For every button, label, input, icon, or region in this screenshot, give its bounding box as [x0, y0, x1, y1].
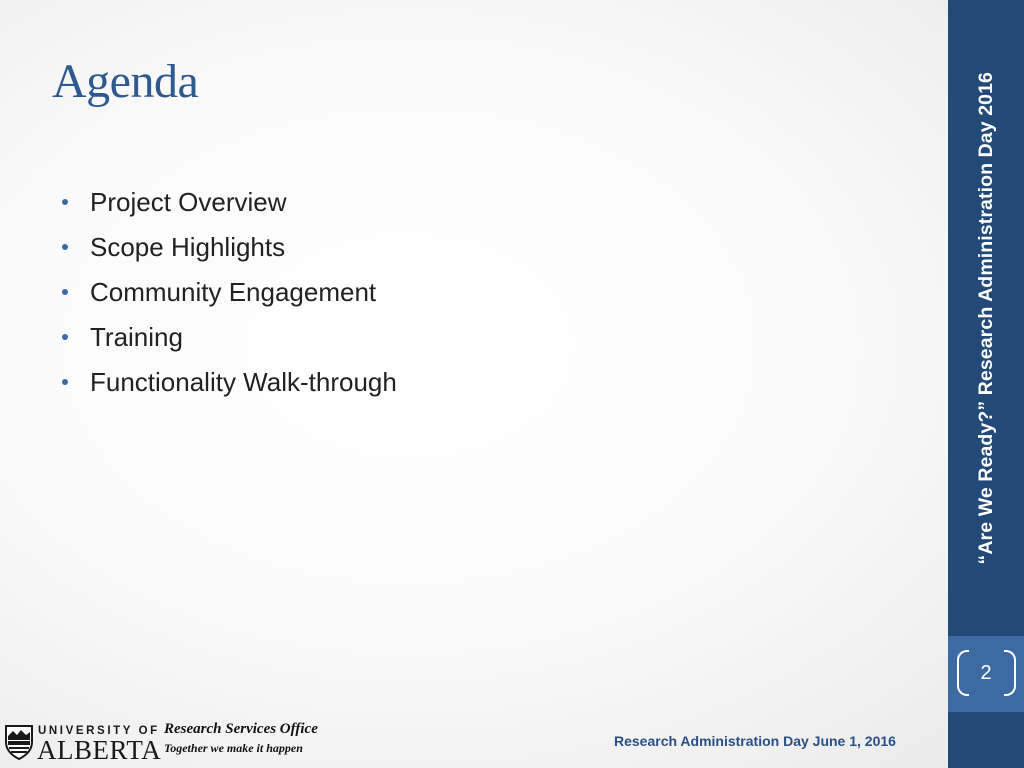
bullet-icon	[62, 199, 68, 205]
bullet-icon	[62, 289, 68, 295]
logo-line-2: ALBERTA	[37, 735, 162, 765]
list-item	[62, 315, 397, 360]
list-item-text: Project Overview	[90, 187, 287, 217]
list-item	[62, 225, 397, 270]
footer-text: Research Administration Day June 1, 2016	[614, 733, 896, 749]
office-name: Research Services Office	[164, 721, 318, 737]
bullet-icon	[62, 334, 68, 340]
university-logo	[4, 724, 162, 765]
logo-line-1: UNIVERSITY OF	[38, 725, 160, 737]
list-item	[62, 360, 397, 405]
list-item	[62, 180, 397, 225]
slide-number: 2	[980, 662, 992, 684]
list-item-text: Training	[90, 322, 183, 352]
office-tagline: Together we make it happen	[164, 741, 303, 755]
agenda-list	[62, 180, 397, 405]
crest-icon	[4, 724, 34, 760]
sidebar-title-area	[948, 0, 1024, 636]
slide-title: Agenda	[52, 55, 199, 108]
list-item-text: Functionality Walk-through	[90, 367, 397, 397]
list-item-text: Scope Highlights	[90, 232, 286, 262]
bullet-icon	[62, 244, 68, 250]
bullet-icon	[62, 379, 68, 385]
list-item-text: Community Engagement	[90, 277, 377, 307]
sidebar-title: “Are We Ready?” Research Administration Day 2016	[974, 71, 997, 565]
list-item	[62, 270, 397, 315]
